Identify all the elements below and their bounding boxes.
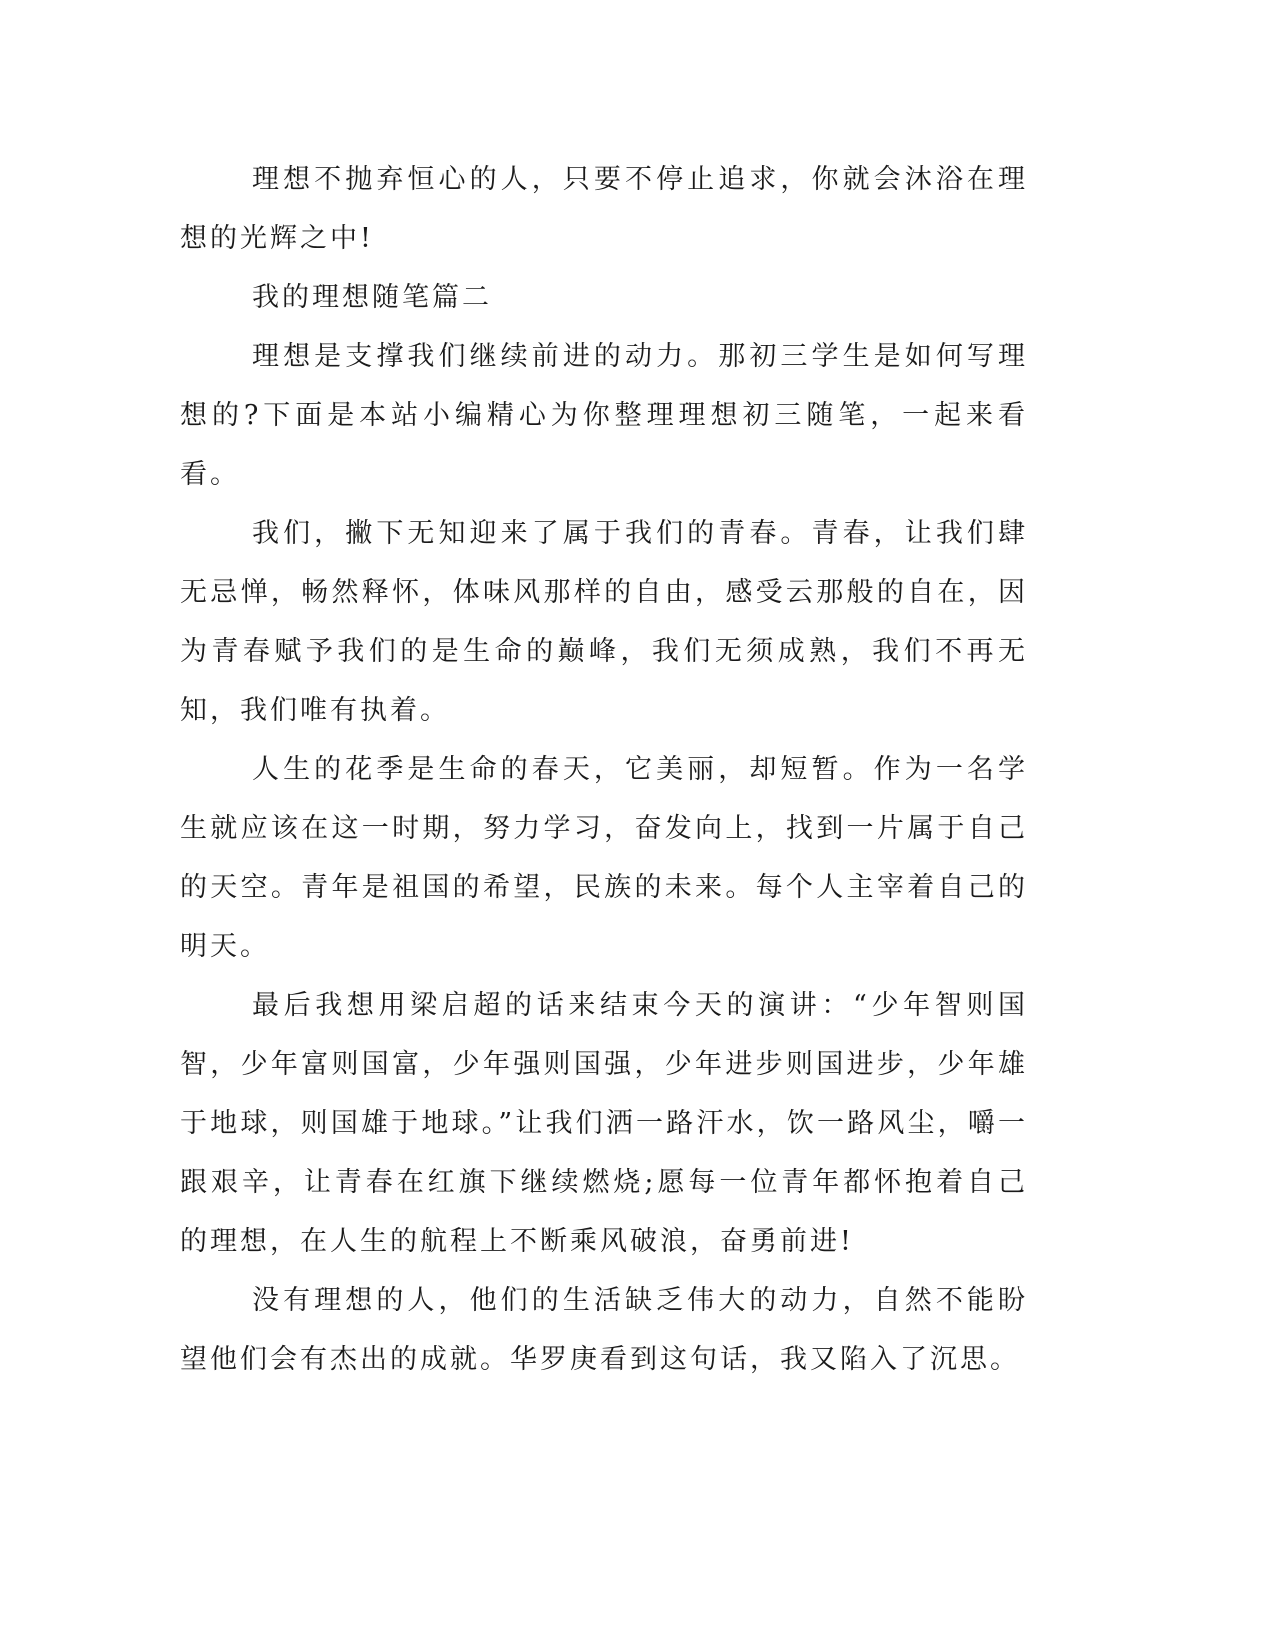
paragraph-5: 最后我想用梁启超的话来结束今天的演讲：“少年智则国智，少年富则国富，少年强则国强，少年进步则国进步，少年雄于地球，则国雄于地球。”让我们洒一路汗水，饮一路风尘，嚼一跟艰辛，让青春在红旗下继续燃烧;愿每一位青年都怀抱着自己的理想，在人生的航程上不断乘风破浪，奋勇前进! xyxy=(180,990,1028,1257)
paragraph-6: 没有理想的人，他们的生活缺乏伟大的动力，自然不能盼望他们会有杰出的成就。华罗庚看到这句话，我又陷入了沉思。 xyxy=(180,1285,1028,1375)
paragraph-1: 理想不抛弃恒心的人，只要不停止追求，你就会沐浴在理想的光辉之中! xyxy=(180,164,1028,254)
section-heading: 我的理想随笔篇二 xyxy=(252,282,492,313)
paragraph-4: 人生的花季是生命的春天，它美丽，却短暂。作为一名学生就应该在这一时期，努力学习，奋发向上，找到一片属于自己的天空。青年是祖国的希望，民族的未来。每个人主宰着自己的明天。 xyxy=(180,754,1028,962)
document-body xyxy=(180,150,1028,1389)
paragraph-3: 我们，撇下无知迎来了属于我们的青春。青春，让我们肆无忌惮，畅然释怀，体味风那样的自由，感受云那般的自在，因为青春赋予我们的是生命的巅峰，我们无须成熟，我们不再无知，我们唯有执着。 xyxy=(180,518,1028,726)
paragraph-2: 理想是支撑我们继续前进的动力。那初三学生是如何写理想的?下面是本站小编精心为你整理理想初三随笔，一起来看看。 xyxy=(180,341,1028,490)
